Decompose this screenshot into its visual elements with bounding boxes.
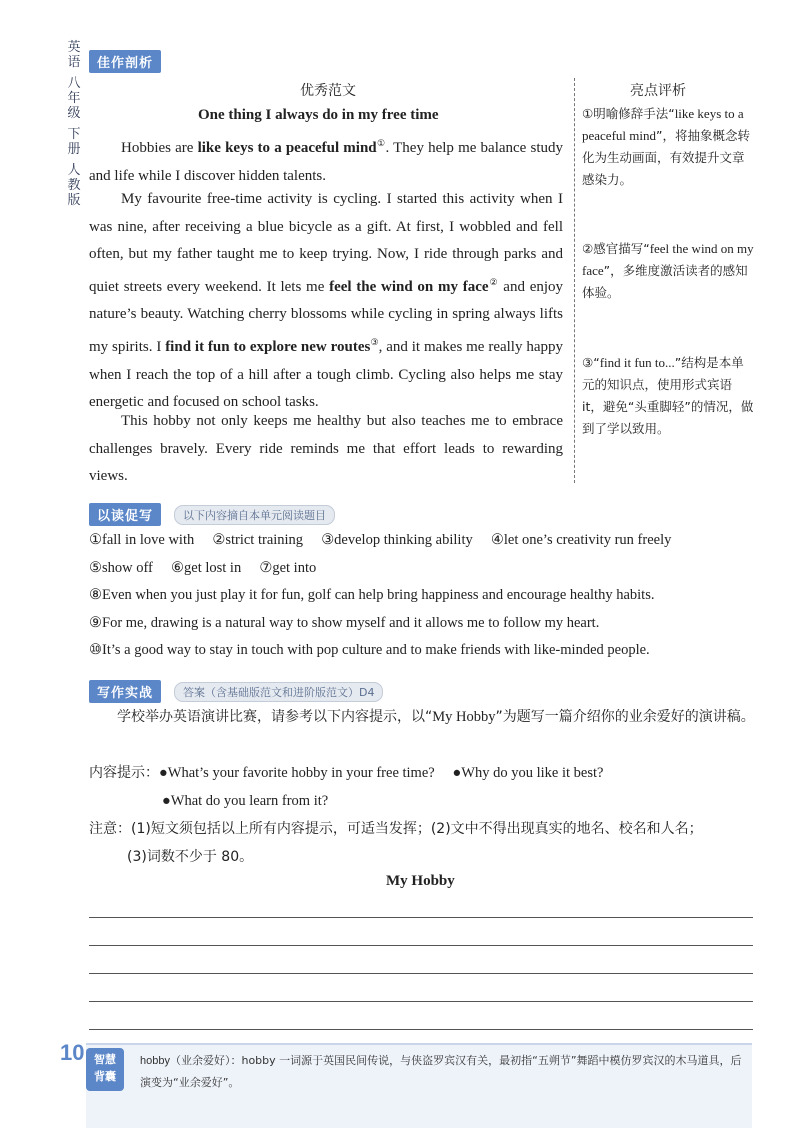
side-label-grade: 八年级 bbox=[67, 76, 81, 121]
sentence-10: ⑩It’s a good way to stay in touch with pop culture and to make friends with like-minded people. bbox=[89, 642, 650, 658]
writing-line-2[interactable] bbox=[89, 945, 753, 946]
hint-1: ●What’s your favorite hobby in your free time? bbox=[159, 765, 435, 781]
content-hints bbox=[89, 759, 769, 787]
phrase-item: ②strict training bbox=[212, 532, 304, 548]
highlight-note-2: ②感官描写“feel the wind on my face”，多维度激活读者的感知体验。 bbox=[582, 241, 754, 300]
phrase-item: ④let one’s creativity run freely bbox=[490, 532, 672, 548]
section-tag-writing-practice: 写作实战 bbox=[89, 680, 161, 703]
phrase-row-1 bbox=[89, 527, 759, 555]
phrase-item: ⑦get into bbox=[259, 559, 317, 576]
highlight-note-3: ③“find it fun to...”结构是本单元的知识点，使用形式宾语 it，避免“头重脚轻”的情况，做到了学以致用。 bbox=[582, 355, 754, 436]
side-label-edition: 人教版 bbox=[67, 163, 81, 208]
badge-line-1: 智慧 bbox=[94, 1053, 116, 1066]
badge-line-2: 背囊 bbox=[94, 1070, 116, 1083]
writing-line-1[interactable] bbox=[89, 917, 753, 918]
writing-line-3[interactable] bbox=[89, 973, 753, 974]
left-column-header: 优秀范文 bbox=[300, 83, 356, 99]
page-number: 10 bbox=[60, 1040, 85, 1065]
essay-paragraph-3: This hobby not only keeps me healthy but also teaches me to embrace challenges bravely. Every ride reminds me that effort leads to rewarding views. bbox=[89, 413, 563, 485]
right-column-header: 亮点评析 bbox=[630, 83, 686, 99]
section-tag-model-essay: 佳作剖析 bbox=[89, 50, 161, 73]
footer-tip: hobby（业余爱好）：hobby 一词源于英国民间传说，与侠盗罗宾汉有关，最初指“五朔节”舞蹈中模仿罗宾汉的木马道具，后演变为“业余爱好”。 bbox=[140, 1054, 742, 1089]
section-subtag-answers: 答案（含基础版范文和进阶版范文）D4 bbox=[174, 682, 383, 702]
hint-2: ●Why do you like it best? bbox=[452, 765, 604, 781]
essay-paragraph-2: My favourite free-time activity is cycling. I started this activity when I was nine, after receiving a blue bicycle as a gift. At first, I wobbled and fell often, but my father taught me to keep trying. Now, I ride through parks and quiet streets every weekend. It lets me feel the wind on my face② and enjoy nature’s beauty. Watching cherry blossoms while cycling in spring always lifts my spirits. I find it fun to explore new routes③, and it makes me really happy when I reach the top of a hill after a tough climb. Cycling also helps me stay energetic and focused on school tasks. bbox=[89, 191, 564, 411]
writing-line-5[interactable] bbox=[89, 1029, 753, 1030]
phrase-item: ①fall in love with bbox=[89, 532, 195, 548]
phrase-item: ⑥get lost in bbox=[171, 559, 242, 576]
essay-title: One thing I always do in my free time bbox=[198, 107, 439, 123]
wisdom-badge bbox=[86, 1048, 124, 1091]
requirements-note-1: 注意：(1)短文须包括以上所有内容提示，可适当发挥；(2)文中不得出现真实的地名、校名和人名； bbox=[89, 821, 703, 837]
writing-prompt: 学校举办英语演讲比赛，请参考以下内容提示，以“My Hobby”为题写一篇介绍你的业余爱好的演讲稿。 bbox=[117, 709, 755, 725]
hints-label: 内容提示： bbox=[89, 765, 159, 781]
section-tag-read-to-write: 以读促写 bbox=[89, 503, 161, 526]
writing-heading: My Hobby bbox=[386, 873, 455, 889]
side-label-subject: 英语 bbox=[67, 40, 81, 70]
sentence-8: ⑧Even when you just play it for fun, golf can help bring happiness and encourage healthy habits. bbox=[89, 587, 655, 603]
phrase-row-2 bbox=[89, 555, 759, 583]
side-label bbox=[64, 40, 84, 214]
writing-line-4[interactable] bbox=[89, 1001, 753, 1002]
hint-3-row bbox=[162, 787, 328, 815]
sentence-9: ⑨For me, drawing is a natural way to show myself and it allows me to follow my heart. bbox=[89, 614, 600, 631]
phrase-item: ③develop thinking ability bbox=[321, 532, 473, 548]
phrase-list bbox=[89, 527, 759, 665]
requirements-note-2: (3)词数不少于 80。 bbox=[127, 849, 254, 865]
column-divider bbox=[574, 78, 575, 483]
section-subtag-source: 以下内容摘自本单元阅读题目 bbox=[174, 505, 335, 525]
hint-3: ●What do you learn from it? bbox=[162, 793, 329, 809]
highlight-note-1: ①明喻修辞手法“like keys to a peaceful mind”，将抽象概念转化为生动画面，有效提升文章感染力。 bbox=[582, 106, 750, 187]
essay-paragraph-1: Hobbies are like keys to a peaceful mind①. They help me balance study and life while I discover hidden talents. bbox=[89, 138, 563, 184]
side-label-volume: 下册 bbox=[67, 127, 81, 157]
phrase-item: ⑤show off bbox=[89, 559, 153, 576]
